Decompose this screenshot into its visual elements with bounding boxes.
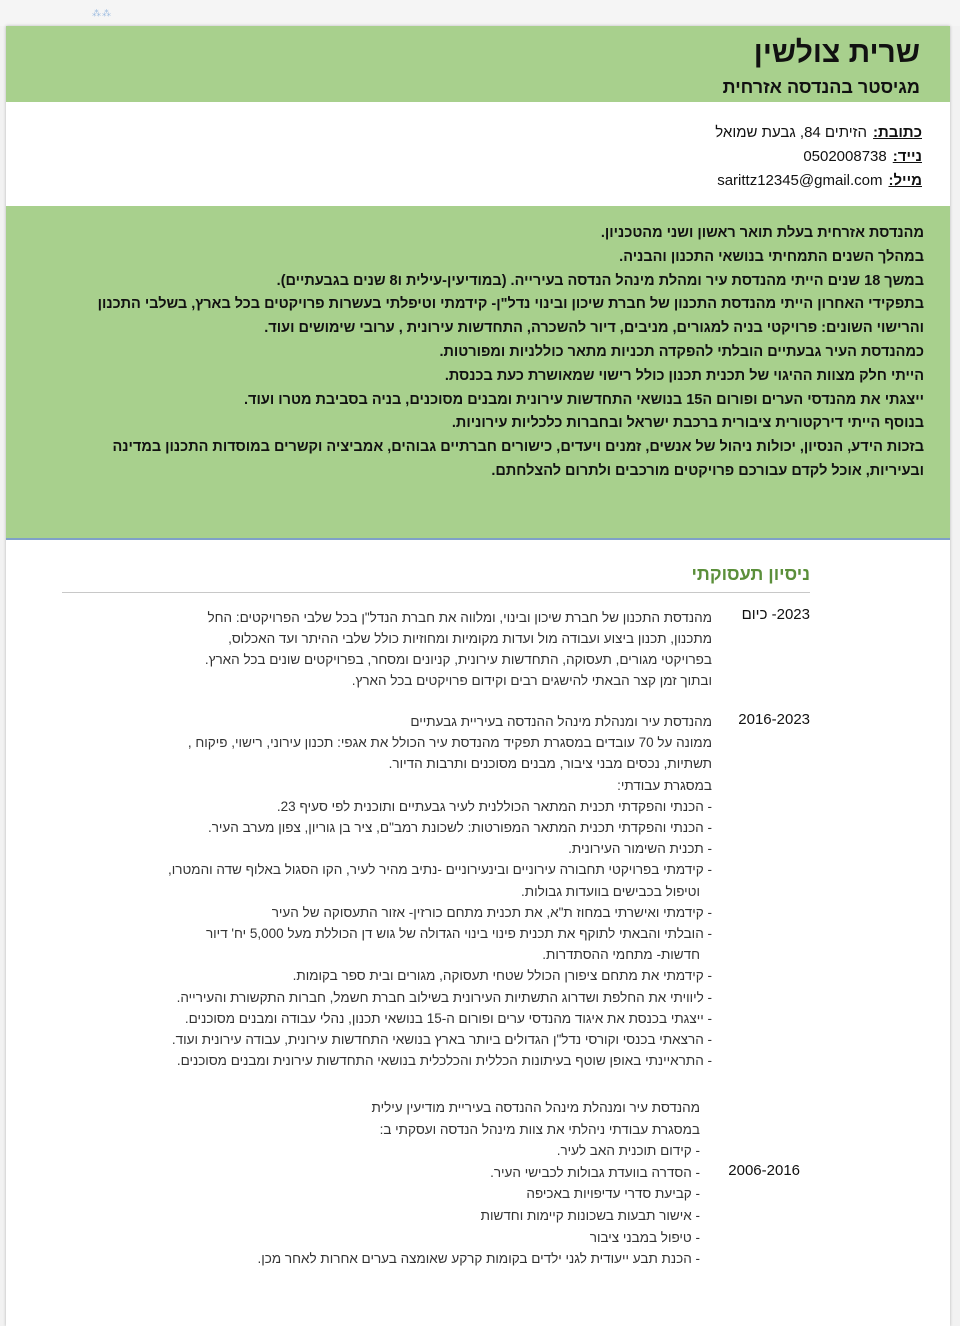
entry-line: - ייצגתי בכנסת את איגוד מהנדסי ערים ופורום ה-15 בנושאי תכנון, נהלי עבודה ומבנים מסוכנים.	[184, 1010, 712, 1026]
phone-value: 0502008738	[803, 148, 887, 165]
experience-entry	[258, 1097, 700, 1270]
entry-line: חדשות- מתחמי ההסתדרות.	[542, 947, 700, 963]
entry-line: - קידמתי את מתחם ציפורן הכולל שטחי תעסוקה, מגורים ובית ספר בקומות.	[292, 968, 712, 984]
entry-line: - הרצאתי בכנסי וקורסי נדל"ן הגדולים ביותר בארץ בנושאי התחדשות עירונית, עבודה עירונית ועוד.	[171, 1032, 712, 1048]
entry-line: - קידמתי בפרויקטי תחבורה עירוניים ובינעירוניים -נתיב מהיר לעיר, הקו הסגול באלוף שדה והמטרו,	[168, 862, 712, 878]
summary-line: הייתי חלק מצוות ההיגוי של תכנית תכנון כולל רישוי שמאושרת כעת בכנסת.	[444, 367, 924, 384]
entry-line: במסגרת עבודתי ניהלתי את צוות מינהל הנדסה ועסקתי ב:	[379, 1121, 700, 1137]
contact-phone-row	[715, 145, 922, 169]
page-divider	[6, 538, 950, 540]
entry-line: - הובלתי והבאתי לתוקף את תכנית פינוי בינוי הגדולה של גוש דן הכוללת מעל 5,000 יח' דיור	[205, 926, 712, 942]
summary-line: בזכות הידע, הנסיון, יכולות ניהול של אנשים, זמנים ויעדים, כישורים חברתיים גבוהים, אמביציה וקשרים במוסדות התכנון במדינה	[112, 439, 924, 456]
entry-line: מתכנון, תכנון ביצוע ועבודה מול ועדות מקומיות ומחוזיות כולל שלבי ההיתר ועד האכלוס,	[228, 631, 712, 646]
summary-line: במשך 18 שנים הייתי מהנדסת עיר ומהלת מינהל הנדסה בעירייה. (במודיעין-עילית ו8 שנים בגבעתיים).	[276, 272, 924, 289]
entry-line: במסגרת עבודתי:	[617, 777, 712, 793]
entry-line: - ליוויתי את החלפת ושדרוג התשתיות העירונית בשילוב חברת חשמל, חברות התקשורת והעירייה.	[176, 989, 712, 1005]
entry-line: - הכנתי והפקדתי תכנית המתאר הכוללנית לעיר גבעתיים ותוכנית לפי סעיף 23.	[276, 798, 712, 814]
entry-line: - הכנתי והפקדתי תכנית המתאר המפורטות: לשכונת רמב"ם, ציר בן גוריון, צפון מערב העיר.	[207, 820, 712, 836]
summary-line: ייצגתי את מהנדסי הערים ופורום ה15 בנושאי התחדשות עירונית ומבנים מסוכנים, בניה בסביבת מטרו ועוד.	[244, 391, 924, 408]
entry-line: תשתיות, נכסים מבני ציבור, מבנים מסוכנים ותרבות הדיור.	[388, 756, 712, 772]
phone-label: נייד:	[892, 148, 922, 165]
address-value: הזיתים 84, גבעת שמואל	[715, 124, 868, 141]
entry-line: - קביעת סדרי עדיפויות באכיפה	[526, 1186, 700, 1202]
entry-date: 2006-2016	[728, 1162, 800, 1179]
entry-line: ובתוך זמן קצר הבאתי להישגים רבים וקידום פרויקטים בכל הארץ.	[351, 673, 712, 688]
contact-address-row	[715, 121, 922, 145]
entry-line: - קידמתי ואישרתי במחוז ת"א, את תכנית מתחם כורזין- אזור התעסוקה של העיר	[271, 904, 712, 920]
summary-line: מהנדסת אזרחית בעלת תואר ראשון ושני מהטכניון.	[600, 225, 924, 241]
summary-line: בתפקידי האחרון הייתי מהנדסת התכנון של חברת שיכון ובינוי נדל"ן- קידמתי וטיפלתי בעשרות פרויקטים בכל בארץ, בשלבי התכנון	[97, 296, 924, 313]
entry-line: - אישור תבעות בשכונות קיימות וחדשות	[480, 1207, 700, 1223]
entry-line: מהנדסת התכנון של חברת שיכון ובינוי, ומלווה את חברת הנדל"ן בכל שלבי הפרויקטים: החל	[207, 610, 712, 625]
entry-line: - הכנת תבע ייעודית לגני ילדים בקומות קרקע שאומצה בערים אחרות לאחר מכן.	[257, 1251, 700, 1267]
entry-line: מהנדסת עיר ומנהלת מינהל ההנדסה בעיריית גבעתיים	[410, 714, 712, 729]
resume-page	[6, 26, 950, 1326]
email-value[interactable]: sarittz12345@gmail.com	[717, 172, 883, 189]
entry-line: - תכנית השימור העירונית.	[568, 841, 712, 857]
summary-line: בנוסף הייתי דירקטורית ציבורית ברכבת ישראל ובחברות כלכליות עירוניות.	[451, 415, 924, 432]
entry-line: - קידום תוכנית האב לעיר.	[556, 1143, 700, 1159]
summary-text	[14, 222, 924, 484]
window-top-bar	[0, 0, 960, 26]
entry-line: בפרויקטי מגורים, תעסוקה, התחדשות עירונית, קניונים ומסחר, בפרויקטים שונים בכל הארץ.	[204, 652, 712, 667]
summary-line: והרישוי השונים: פרויקטי בניה למגורים, מניבים, דיור להשכרה, התחדשות עירונית , ערובי שימושים ועוד.	[264, 320, 924, 337]
summary-band	[6, 206, 950, 538]
entry-date: 2023- כיום	[741, 606, 810, 623]
experience-entry	[205, 607, 712, 691]
entry-line: ממונה על 70 עובדים במסגרת תפקיד מהנדסת עיר הכולל את אגפי: תכנון עירוני, רישוי, פיקוח ,	[187, 735, 712, 751]
summary-line: במהלך השנים התמחיתי בנושאי התכנון והבניה.	[619, 248, 924, 265]
section-title-experience: ניסיון תעסוקתי	[691, 564, 810, 584]
entry-line: וטיפול בכבישים בוועדות גבולות.	[521, 883, 700, 899]
entry-line: - הסדרה בוועדת גבולות לכבישי העיר.	[490, 1164, 700, 1180]
summary-line: כמהנדסת העיר גבעתיים הובלתי להפקדה תכניות מתאר כוללניות ומפורטות.	[439, 343, 924, 360]
entry-line: - טיפול במבני ציבור	[589, 1229, 700, 1245]
candidate-name: שרית צולשין	[753, 36, 920, 69]
entry-line: - התראיינתי באופן שוטף בעיתונות הכללית והכלכלית בנושאי התחדשות עירונית ומבנים מסוכנים.	[176, 1053, 712, 1069]
experience-entry	[168, 711, 712, 1071]
contact-email-row	[715, 169, 922, 193]
candidate-degree: מגיסטר בהנדסה אזרחית	[722, 77, 920, 97]
email-label: מייל:	[888, 172, 922, 189]
entry-date: 2016-2023	[738, 711, 810, 728]
decorative-mark: ⁂⁂	[92, 8, 112, 18]
contact-block	[715, 121, 922, 193]
address-label: כתובת:	[873, 124, 922, 141]
section-divider	[62, 592, 810, 593]
entry-line: מהנדסת עיר ומנהלת מינהל ההנדסה בעיריית מודיעין עילית	[371, 1100, 700, 1115]
summary-line: ובעיריות, אוכל לקדם עבורכם פרויקטים מורכבים ולתרום להצלחתם.	[491, 462, 924, 479]
